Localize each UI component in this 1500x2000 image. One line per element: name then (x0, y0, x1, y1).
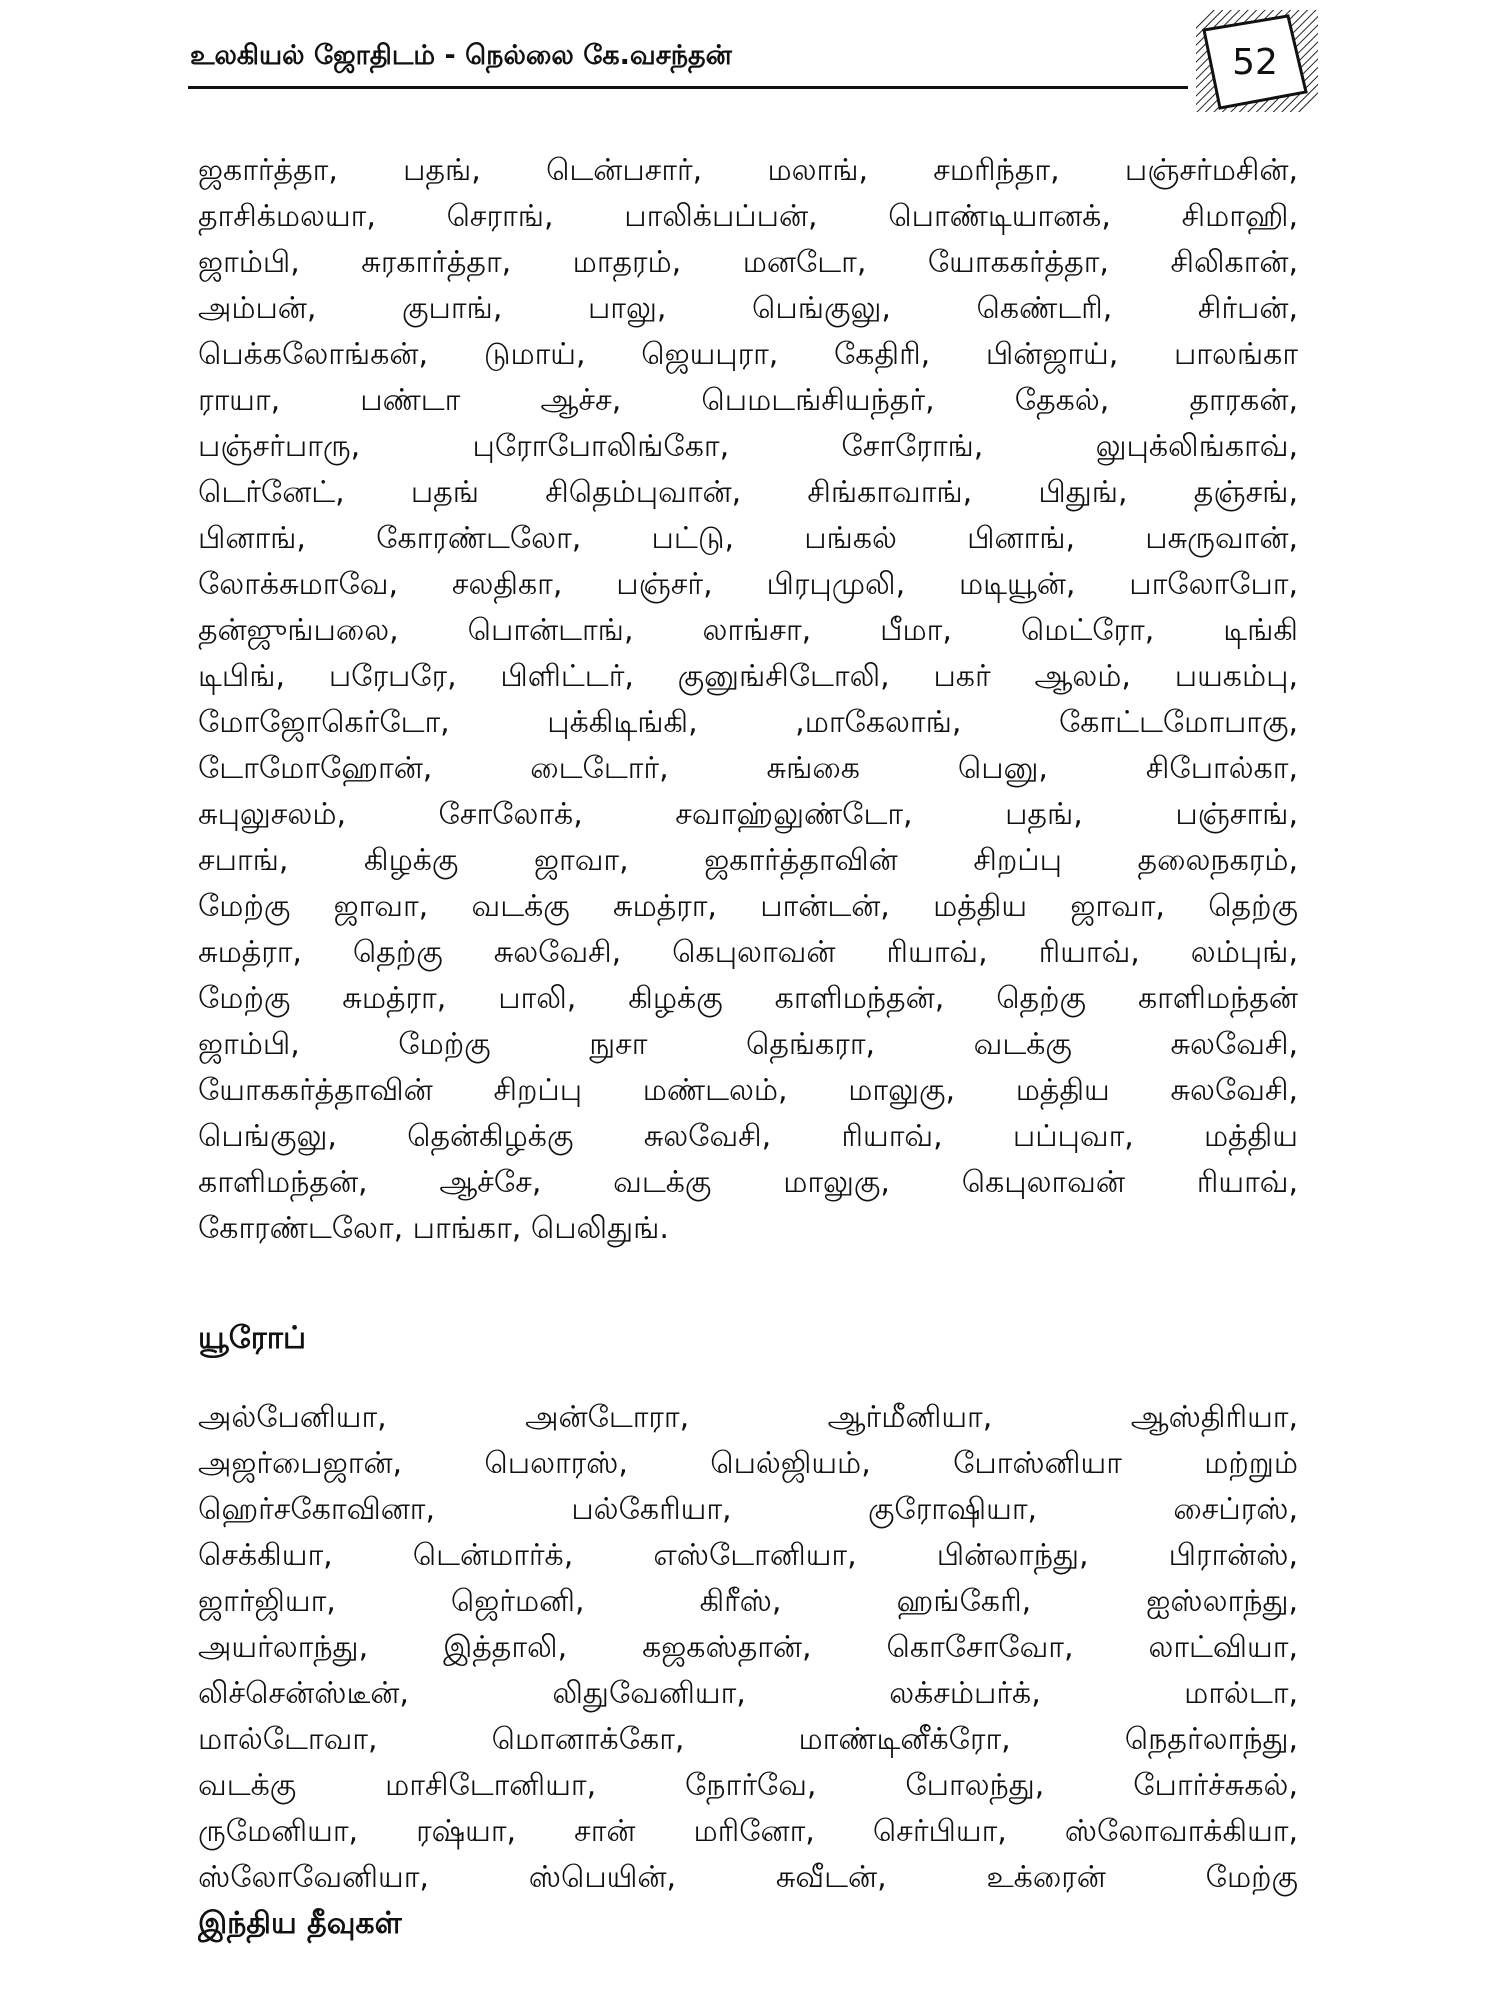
text-line: பினாங், கோரண்டலோ, பட்டு, பங்கல் பினாங், பசுருவான், (198, 521, 1298, 556)
text-line: டோமோஹோன், டைடோர், சுங்கை பெனு, சிபோல்கா, (198, 751, 1298, 786)
page-number-badge (1190, 8, 1318, 118)
text-line: ஹெர்சகோவினா, பல்கேரியா, குரோஷியா, சைப்ரஸ், (198, 1492, 1298, 1527)
text-line: சுபுலுசலம், சோலோக், சவாஹ்லுண்டோ, பதங், பஞ்சாங், (198, 797, 1298, 832)
text-line: யோககர்த்தாவின் சிறப்பு மண்டலம், மாலுகு, மத்திய சுலவேசி, (198, 1073, 1298, 1108)
text-line: ஜாம்பி, சுரகார்த்தா, மாதரம், மனடோ, யோககர்த்தா, சிலிகான், (198, 245, 1298, 280)
text-line: டிபிங், பரேபரே, பிளிட்டர், குனுங்சிடோலி, பகர் ஆலம், பயகம்பு, (198, 659, 1298, 694)
text-line: அல்பேனியா, அன்டோரா, ஆர்மீனியா, ஆஸ்திரியா, (198, 1400, 1298, 1435)
text-line: தன்ஜுங்பலை, பொன்டாங், லாங்சா, பீமா, மெட்ரோ, டிங்கி (198, 613, 1298, 648)
text-line: மால்டோவா, மொனாக்கோ, மாண்டினீக்ரோ, நெதர்லாந்து, (198, 1722, 1298, 1757)
text-line: லிச்சென்ஸ்டீன், லிதுவேனியா, லக்சம்பர்க், மால்டா, (198, 1676, 1298, 1711)
text-line: ஜார்ஜியா, ஜெர்மனி, கிரீஸ், ஹங்கேரி, ஐஸ்லாந்து, (198, 1584, 1298, 1619)
section-heading-indian-islands: இந்திய தீவுகள் (198, 1906, 402, 1941)
text-line: அம்பன், குபாங், பாலு, பெங்குலு, கெண்டரி, சிர்பன், (198, 291, 1298, 326)
text-line: வடக்கு மாசிடோனியா, நோர்வே, போலந்து, போர்ச்சுகல், (198, 1768, 1298, 1803)
text-line: அஜர்பைஜான், பெலாரஸ், பெல்ஜியம், போஸ்னியா மற்றும் (198, 1446, 1298, 1481)
text-line: கோரண்டலோ, பாங்கா, பெலிதுங். (198, 1211, 669, 1246)
text-line: மேற்கு ஜாவா, வடக்கு சுமத்ரா, பான்டன், மத்திய ஜாவா, தெற்கு (198, 889, 1298, 924)
text-line: ருமேனியா, ரஷ்யா, சான் மரினோ, செர்பியா, ஸ்லோவாக்கியா, (198, 1814, 1298, 1849)
section-heading-europe: யூரோப் (198, 1320, 307, 1356)
text-line: டெர்னேட், பதங் சிதெம்புவான், சிங்காவாங், பிதுங், தஞ்சங், (198, 475, 1298, 510)
indonesia-place-list (198, 148, 1298, 1252)
text-line: பெங்குலு, தென்கிழக்கு சுலவேசி, ரியாவ், பப்புவா, மத்திய (198, 1119, 1298, 1154)
running-header-title: உலகியல் ஜோதிடம் - நெல்லை கே.வசந்தன் (190, 40, 732, 71)
header-rule (188, 86, 1188, 89)
text-line: ஜாம்பி, மேற்கு நுசா தெங்கரா, வடக்கு சுலவேசி, (198, 1027, 1298, 1062)
page-number: 52 (1232, 42, 1278, 83)
text-line: செக்கியா, டென்மார்க், எஸ்டோனியா, பின்லாந்து, பிரான்ஸ், (198, 1538, 1298, 1573)
text-line: சபாங், கிழக்கு ஜாவா, ஜகார்த்தாவின் சிறப்பு தலைநகரம், (198, 843, 1298, 878)
text-line: ஜகார்த்தா, பதங், டென்பசார், மலாங், சமரிந்தா, பஞ்சர்மசின், (198, 153, 1298, 188)
text-line: சுமத்ரா, தெற்கு சுலவேசி, கெபுலாவன் ரியாவ், ரியாவ், லம்புங், (198, 935, 1298, 970)
text-line: பெக்கலோங்கன், டுமாய், ஜெயபுரா, கேதிரி, பின்ஜாய், பாலங்கா (198, 337, 1298, 372)
text-line: மோஜோகெர்டோ, புக்கிடிங்கி, ,மாகேலாங், கோட்டமோபாகு, (198, 705, 1298, 740)
text-line: ராயா, பண்டா ஆச்ச, பெமடங்சியந்தர், தேகல், தாரகன், (198, 383, 1298, 418)
text-line: காளிமந்தன், ஆச்சே, வடக்கு மாலுகு, கெபுலாவன் ரியாவ், (198, 1165, 1298, 1200)
text-line: பஞ்சர்பாரு, புரோபோலிங்கோ, சோரோங், லுபுக்லிங்காவ், (198, 429, 1298, 464)
text-line: அயர்லாந்து, இத்தாலி, கஜகஸ்தான், கொசோவோ, லாட்வியா, (198, 1630, 1298, 1665)
text-line: லோக்சுமாவே, சலதிகா, பஞ்சர், பிரபுமுலி, மடியூன், பாலோபோ, (198, 567, 1298, 602)
europe-country-list (198, 1395, 1298, 1947)
text-line: ஸ்லோவேனியா, ஸ்பெயின், சுவீடன், உக்ரைன் மேற்கு (198, 1860, 1298, 1895)
text-line: மேற்கு சுமத்ரா, பாலி, கிழக்கு காளிமந்தன், தெற்கு காளிமந்தன் (198, 981, 1298, 1016)
text-line: தாசிக்மலயா, செராங், பாலிக்பப்பன், பொண்டியானக், சிமாஹி, (198, 199, 1298, 234)
